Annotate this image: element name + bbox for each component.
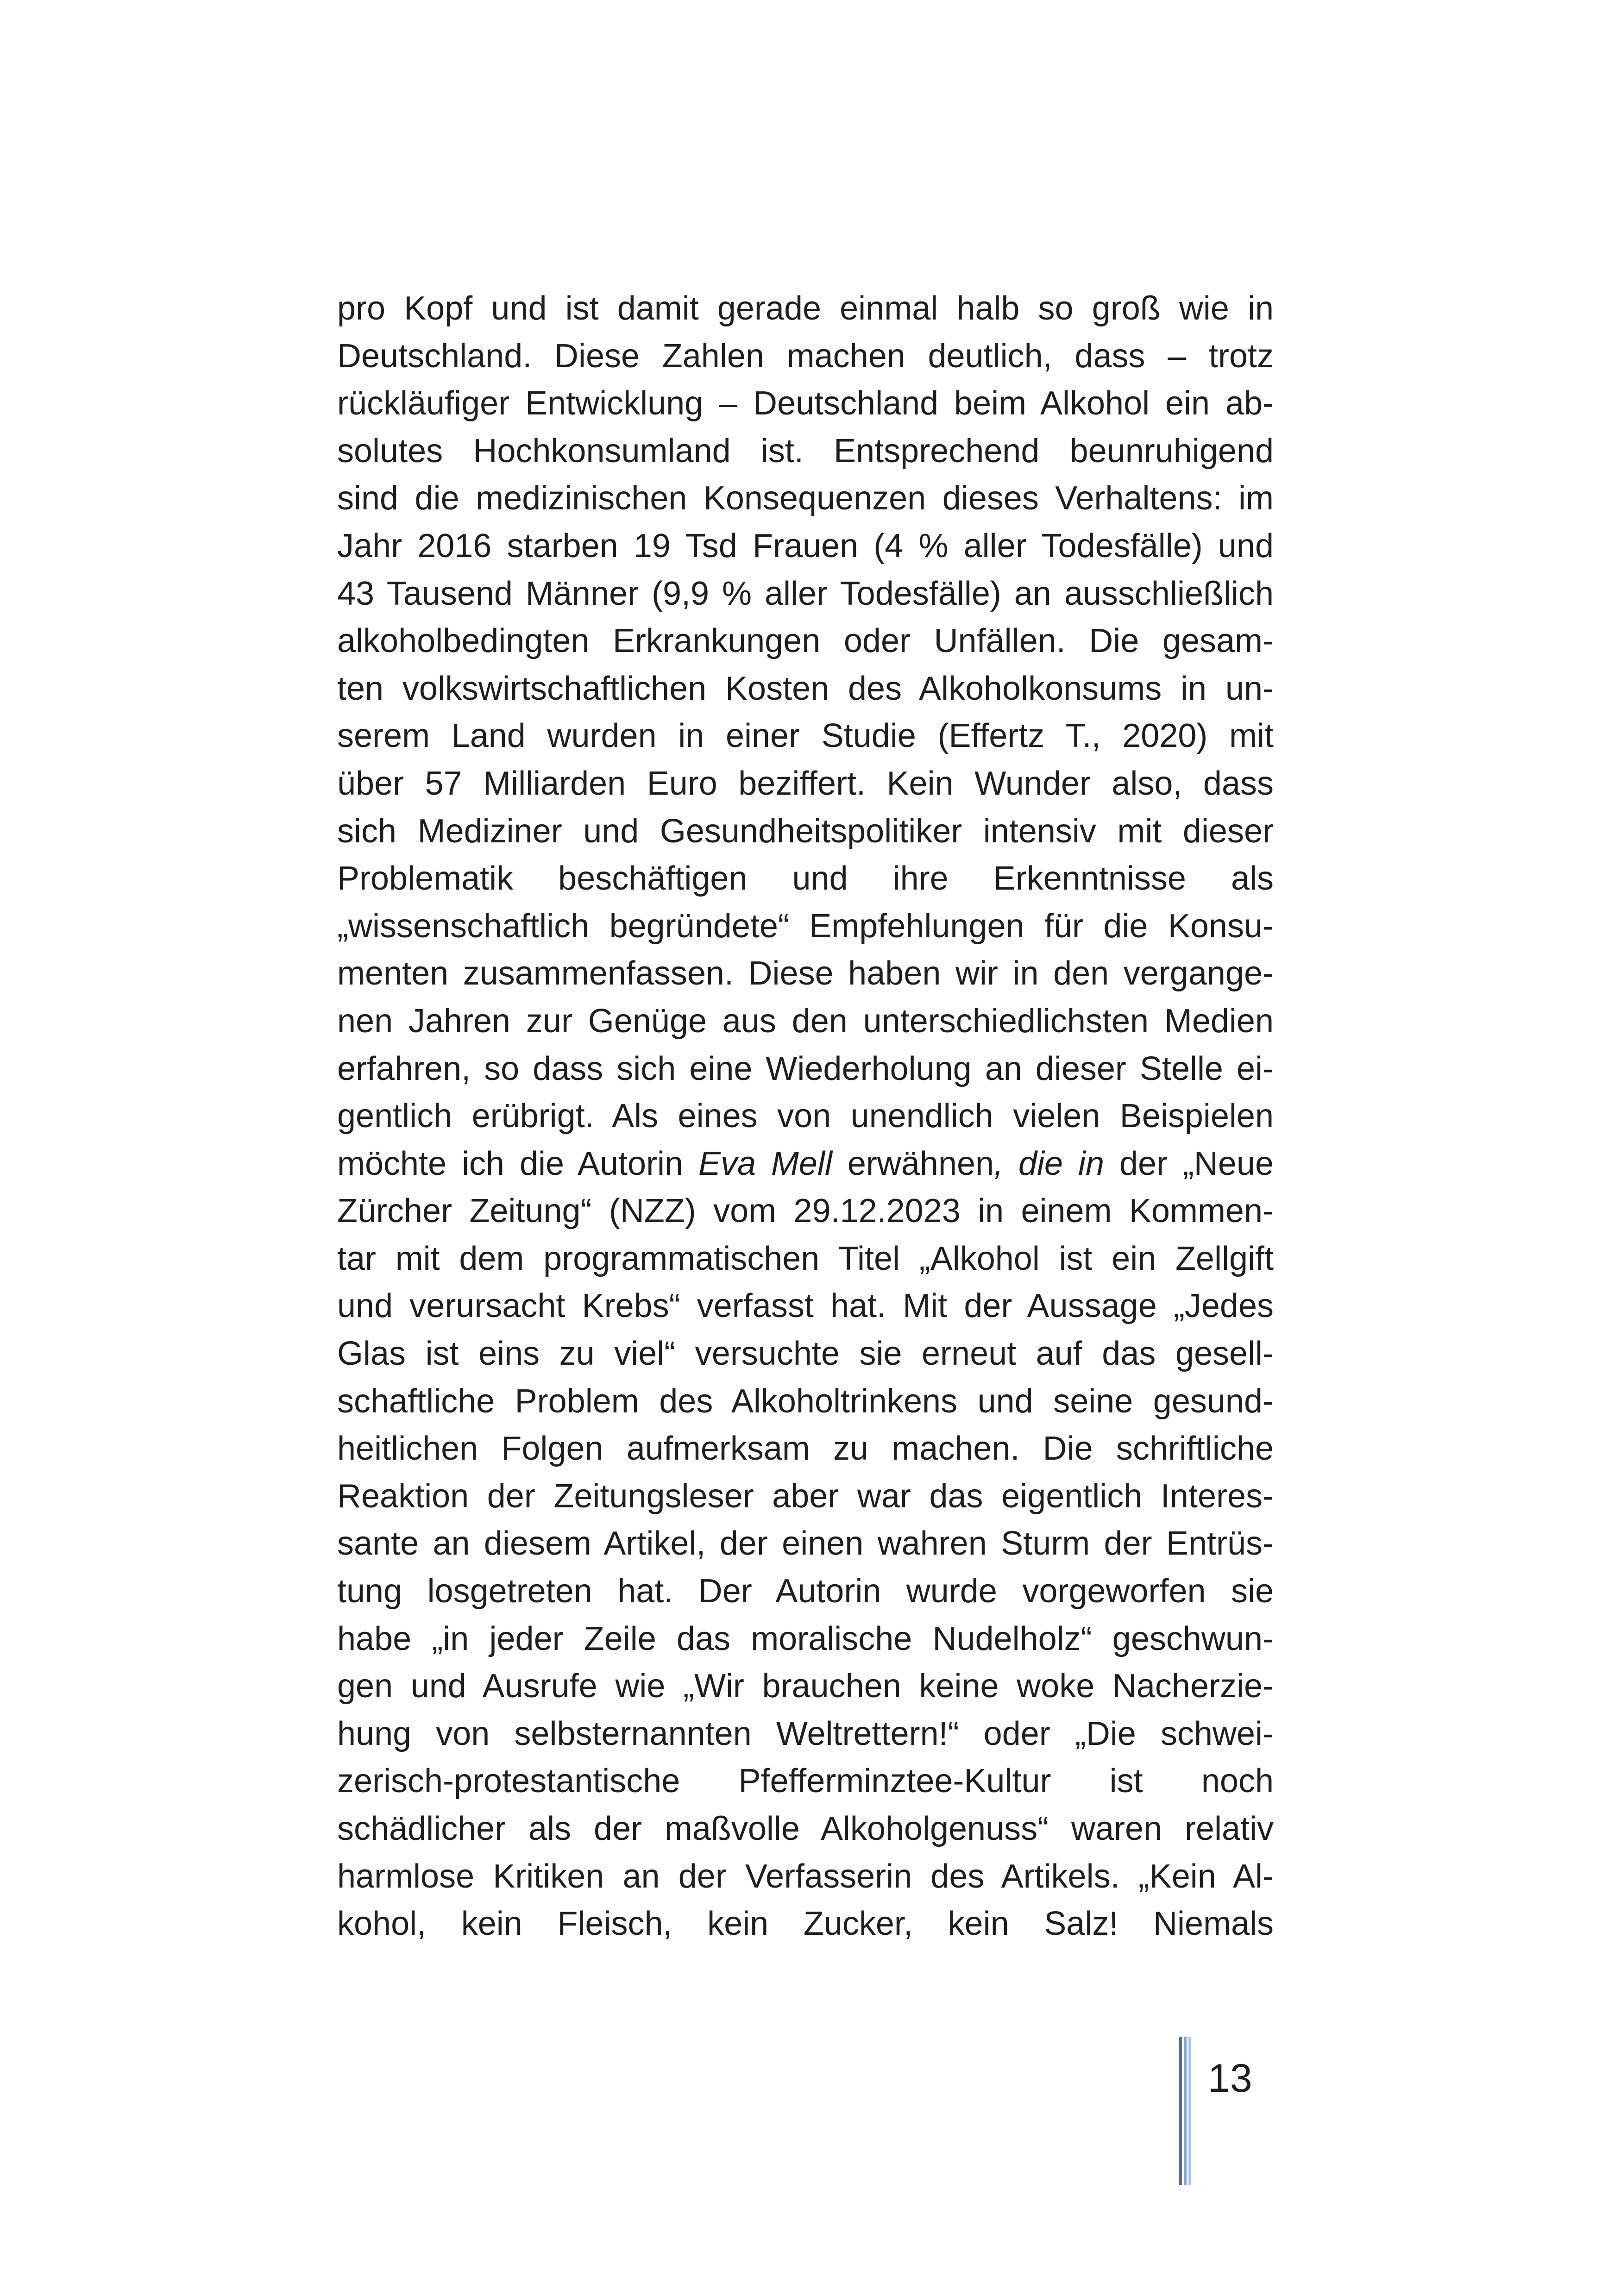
text-line: alkoholbedingten Erkrankungen oder Unfällen. Die gesam- [337,622,1274,660]
text-line: 43 Tausend Männer (9,9 % aller Todesfälle) an ausschließlich [337,575,1274,612]
text-line: menten zusammenfassen. Diese haben wir in den vergange- [337,955,1274,992]
text-line: Reaktion der Zeitungsleser aber war das eigentlich Interes- [337,1477,1274,1515]
text-line: ten volkswirtschaftlichen Kosten des Alkoholkonsums in un- [337,670,1274,707]
text-line: rückläufiger Entwicklung – Deutschland beim Alkohol ein ab- [337,385,1274,422]
text-line: Glas ist eins zu viel“ versuchte sie erneut auf das gesell- [337,1335,1274,1373]
text-line: tar mit dem programmatischen Titel „Alkohol ist ein Zellgift [337,1240,1274,1277]
text-line: „wissenschaftlich begründete“ Empfehlungen für die Konsu- [337,907,1274,945]
text-line: schaftliche Problem des Alkoholtrinkens und seine gesund- [337,1382,1274,1420]
text-line: nen Jahren zur Genüge aus den unterschiedlichsten Medien [337,1002,1274,1040]
footer-rule [1188,2037,1191,2185]
text-line: über 57 Milliarden Euro beziffert. Kein Wunder also, dass [337,765,1274,802]
text-line: kohol, kein Fleisch, kein Zucker, kein Salz! Niemals [337,1905,1274,1943]
text-line: pro Kopf und ist damit gerade einmal halb so groß wie in [337,290,1274,327]
text-line: harmlose Kritiken an der Verfasserin des Artikels. „Kein Al- [337,1857,1274,1895]
text-line: Deutschland. Diese Zahlen machen deutlich, dass – trotz [337,337,1274,375]
text-line: und verursacht Krebs“ verfasst hat. Mit der Aussage „Jedes [337,1287,1274,1325]
text-line-with-author [337,1140,1274,1188]
body-text [337,285,1274,1948]
text-line: gentlich erübrigt. Als eines von unendlich vielen Beispielen [337,1098,1274,1135]
text-line: sind die medizinischen Konsequenzen dieses Verhaltens: im [337,480,1274,517]
text-line: Problematik beschäftigen und ihre Erkenntnisse als [337,860,1274,897]
text-line: erfahren, so dass sich eine Wiederholung an dieser Stelle ei- [337,1050,1274,1087]
line-segment: möchte ich die Autorin [337,1145,698,1182]
text-line: zerisch-protestantische Pfefferminztee-Kultur ist noch [337,1763,1274,1800]
text-line: sich Mediziner und Gesundheitspolitiker intensiv mit dieser [337,812,1274,850]
footer-rule [1184,2037,1187,2185]
page-number-footer [1179,2037,1318,2185]
text-line: hung von selbsternannten Weltrettern!“ oder „Die schwei- [337,1715,1274,1752]
text-line: tung losgetreten hat. Der Autorin wurde vorgeworfen sie [337,1573,1274,1610]
page-number: 13 [1208,2056,1252,2101]
text-line: gen und Ausrufe wie „Wir brauchen keine woke Nacherzie- [337,1668,1274,1705]
text-line: Jahr 2016 starben 19 Tsd Frauen (4 % aller Todesfälle) und [337,527,1274,565]
line-segment: erwähnen [832,1145,994,1182]
footer-rule [1179,2037,1182,2185]
author-name: Eva Mell [698,1145,832,1182]
text-line: habe „in jeder Zeile das moralische Nudelholz“ geschwun- [337,1620,1274,1657]
line-segment: der „Neue [1104,1145,1274,1182]
text-line: serem Land wurden in einer Studie (Effertz T., 2020) mit [337,717,1274,755]
text-line: sante an diesem Artikel, der einen wahren Sturm der Entrüs- [337,1525,1274,1562]
text-line: schädlicher als der maßvolle Alkoholgenuss“ waren relativ [337,1810,1274,1847]
text-line: Zürcher Zeitung“ (NZZ) vom 29.12.2023 in einem Kommen- [337,1192,1274,1230]
text-line: heitlichen Folgen aufmerksam zu machen. Die schriftliche [337,1430,1274,1468]
line-segment-italic: , die in [994,1145,1105,1182]
text-line: solutes Hochkonsumland ist. Entsprechend beunruhigend [337,432,1274,470]
